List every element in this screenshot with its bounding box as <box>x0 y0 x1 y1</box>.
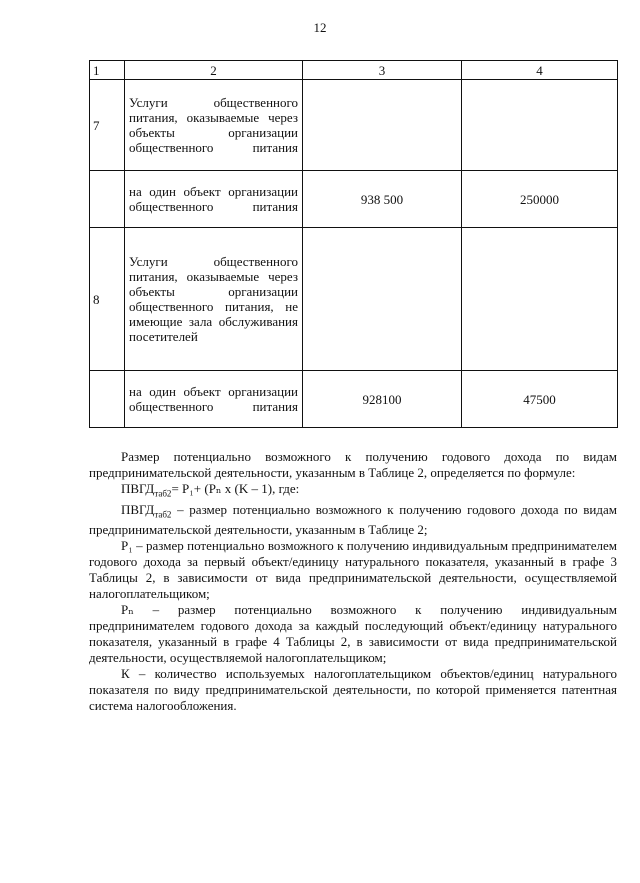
row-value-first: 928100 <box>303 371 462 428</box>
header-cell-1: 1 <box>90 61 125 80</box>
row-number: 7 <box>90 80 125 171</box>
formula-expression: = P₁+ (Pₙ x (K – 1), где: <box>171 481 300 496</box>
intro-paragraph: Размер потенциально возможного к получению годового дохода по видам предпринимательской деятельности, указанным в Таблице 2, определяется по формуле: <box>89 449 617 480</box>
row-description: на один объект организации общественного питания <box>125 371 303 428</box>
formula-subscript: таб2 <box>154 488 172 499</box>
row-value-next <box>462 80 618 171</box>
header-cell-2: 2 <box>125 61 303 80</box>
row-description: Услуги общественного питания, оказываемые через объекты организации общественного питания, не имеющие зала обслуживания посетителей <box>125 228 303 371</box>
table-row <box>90 371 618 428</box>
row-number <box>90 371 125 428</box>
definition-p1: P₁ – размер потенциально возможного к получению индивидуальным предпринимателем годового дохода за первый объект/единицу натурального показателя, указанный в графе 3 Таблицы 2, в зависимости от вида предпринимательской деятельности, осуществляемой налогоплательщиком; <box>89 538 617 602</box>
row-value-first <box>303 228 462 371</box>
body-text <box>89 449 617 714</box>
definition-pvgd-text: – размер потенциально возможного к получению годового дохода по видам предпринимательской деятельности, указанным в Таблице 2; <box>89 501 617 538</box>
header-cell-4: 4 <box>462 61 618 80</box>
row-number: 8 <box>90 228 125 371</box>
formula-symbol: ПВГД <box>121 481 155 496</box>
page-number: 12 <box>313 20 327 35</box>
definition-k: К – количество используемых налогоплательщиком объектов/единиц натурального показателя по виду предпринимательской деятельности, по которой применяется патентная система налогообложения. <box>89 666 617 714</box>
formula-line <box>89 481 617 502</box>
definition-pvgd-symbol: ПВГД <box>121 501 155 517</box>
row-value-first <box>303 80 462 171</box>
table-row <box>90 228 618 371</box>
activity-table <box>89 60 618 428</box>
row-value-next: 47500 <box>462 371 618 428</box>
definition-pn: Pₙ – размер потенциально возможного к получению индивидуальным предпринимателем годового дохода за каждый последующий объект/единицу натурального показателя, указанный в графе 4 Таблицы 2, в зависимости от вида предпринимательской деятельности, осуществляемой налогоплательщиком; <box>89 602 617 666</box>
definition-pvgd <box>89 502 617 539</box>
table-row <box>90 80 618 171</box>
definition-pvgd-subscript: таб2 <box>154 509 172 520</box>
row-value-next <box>462 228 618 371</box>
row-description: Услуги общественного питания, оказываемые через объекты организации общественного питания <box>125 80 303 171</box>
header-cell-3: 3 <box>303 61 462 80</box>
table-header-row <box>90 61 618 80</box>
row-value-next: 250000 <box>462 171 618 228</box>
row-description: на один объект организации общественного питания <box>125 171 303 228</box>
table-row <box>90 171 618 228</box>
row-number <box>90 171 125 228</box>
row-value-first: 938 500 <box>303 171 462 228</box>
